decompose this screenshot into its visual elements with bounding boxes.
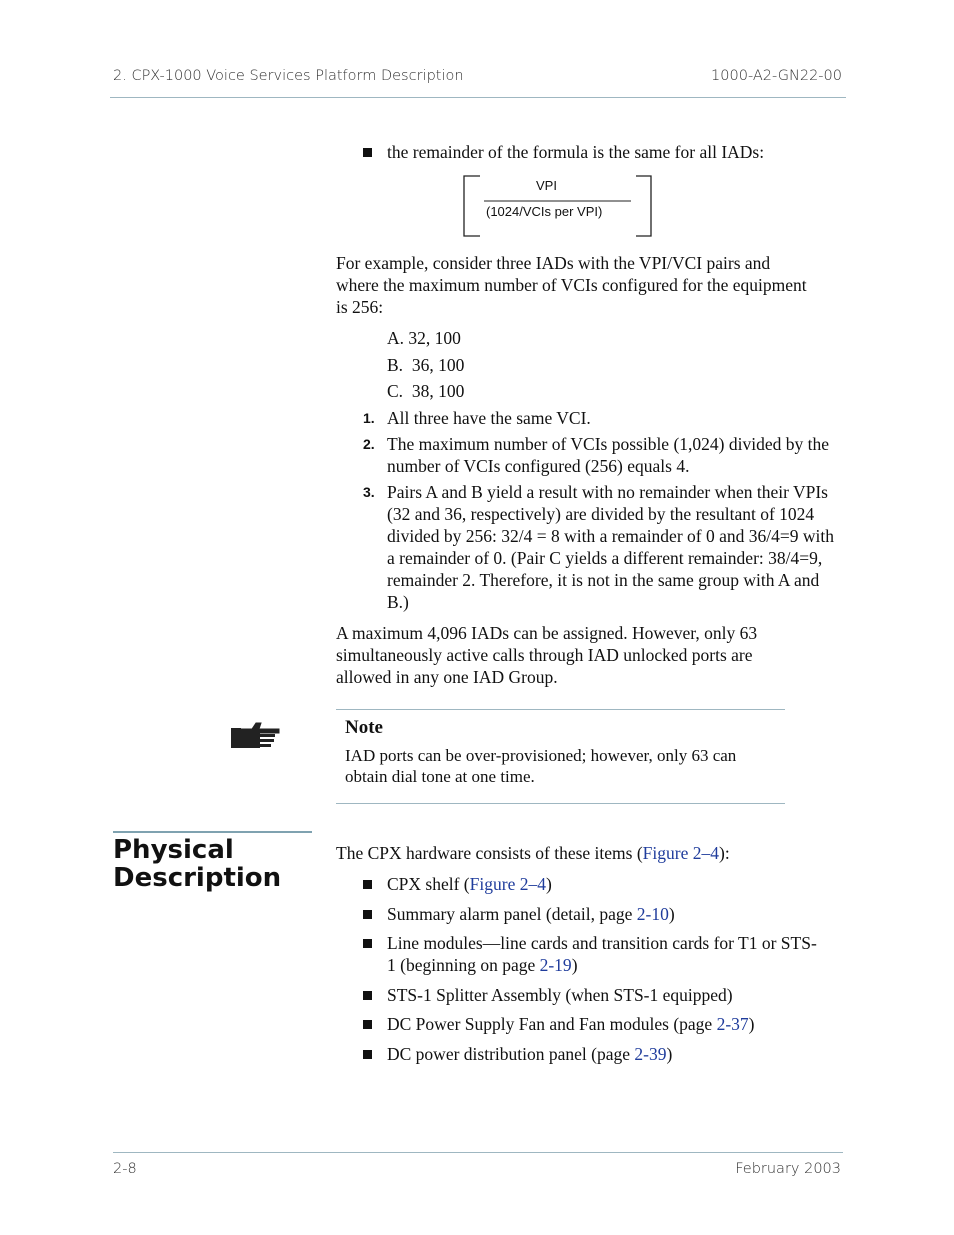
- step-text: Pairs A and B yield a result with no remainder when their VPIs (32 and 36, respectively) are divided by the resultant of 1024 divided by 256: 32/4 = 8 with a remainder of 0 and 36/4=9 with a remainder of 0. (Pair C yields a different remainder: 38/4=9, remainder 2. Therefore, it is not in the same group with A and B.): [387, 482, 834, 612]
- pair-label: A.: [387, 328, 405, 348]
- pair-a: [387, 327, 461, 349]
- running-header-docnum: 1000-A2-GN22-00: [711, 68, 842, 84]
- square-bullet-icon: [363, 1020, 372, 1029]
- header-rule: [110, 97, 846, 98]
- page-link[interactable]: 2-37: [716, 1014, 749, 1034]
- pair-b: [387, 354, 464, 376]
- formula-numerator: VPI: [536, 178, 557, 193]
- example-paragraph: For example, consider three IADs with the VPI/VCI pairs and where the maximum number of VCIs configured for the equipment is 256:: [336, 253, 807, 317]
- page-link[interactable]: 2-39: [634, 1044, 667, 1064]
- square-bullet-icon: [363, 910, 372, 919]
- section-heading-line2: Description: [113, 863, 282, 893]
- step-number: 3.: [363, 484, 375, 500]
- hardware-intro: The CPX hardware consists of these items (Figure 2–4):: [336, 843, 730, 863]
- pair-value: 36, 100: [411, 355, 465, 375]
- figure-link[interactable]: Figure 2–4: [642, 843, 719, 863]
- pair-c: [387, 380, 464, 402]
- step-number: 1.: [363, 410, 375, 426]
- footer-rule: [113, 1152, 843, 1153]
- formula-box: [462, 175, 654, 238]
- page-number: 2-8: [113, 1161, 137, 1177]
- formula-denominator: (1024/VCIs per VPI): [486, 204, 603, 219]
- section-heading-line1: Physical: [113, 835, 234, 865]
- pointing-hand-icon: [230, 719, 282, 751]
- square-bullet-icon: [363, 880, 372, 889]
- page-link[interactable]: 2-10: [636, 904, 669, 924]
- running-header-title: 2. CPX-1000 Voice Services Platform Description: [113, 68, 464, 84]
- pair-label: B.: [387, 355, 404, 375]
- square-bullet-icon: [363, 939, 372, 948]
- square-bullet-icon: [363, 991, 372, 1000]
- pair-value: 38, 100: [411, 381, 465, 401]
- square-bullet-icon: [363, 148, 372, 157]
- figure-link[interactable]: Figure 2–4: [469, 874, 546, 894]
- pair-label: C.: [387, 381, 404, 401]
- step-text: The maximum number of VCIs possible (1,024) divided by the number of VCIs configured (256) equals 4.: [387, 434, 829, 476]
- section-heading: [113, 836, 281, 892]
- publication-date: February 2003: [735, 1161, 841, 1177]
- max-iads-paragraph: A maximum 4,096 IADs can be assigned. However, only 63 simultaneously active calls through IAD unlocked ports are allowed in any one IAD Group.: [336, 623, 758, 687]
- note-top-rule: [336, 709, 785, 710]
- step-number: 2.: [363, 436, 375, 452]
- page-link[interactable]: 2-19: [539, 955, 572, 975]
- step-text: All three have the same VCI.: [387, 408, 591, 428]
- section-heading-rule: [113, 831, 312, 833]
- note-title: Note: [345, 717, 383, 738]
- note-text: IAD ports can be over-provisioned; however, only 63 can obtain dial tone at one time.: [345, 746, 737, 786]
- pair-value: 32, 100: [408, 328, 461, 348]
- square-bullet-icon: [363, 1050, 372, 1059]
- note-bottom-rule: [336, 803, 785, 804]
